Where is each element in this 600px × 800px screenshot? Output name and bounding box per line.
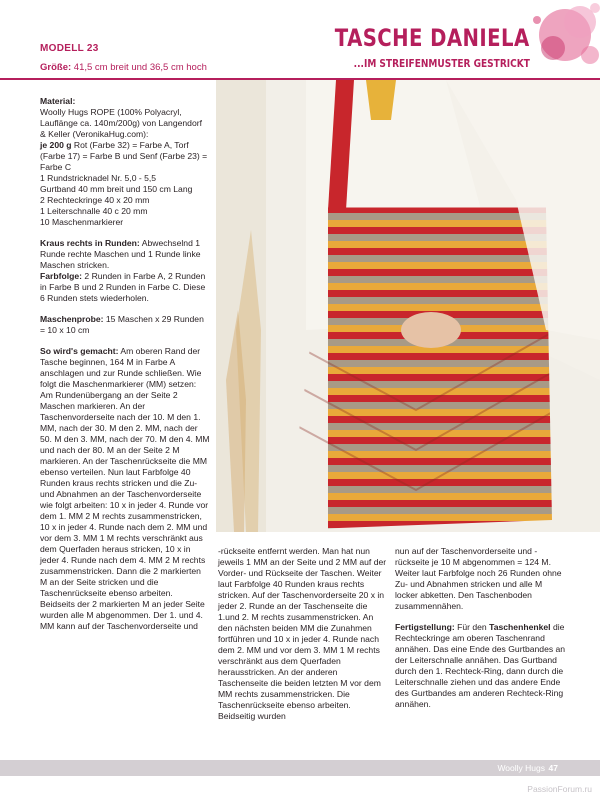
material-heading: Material:: [40, 96, 76, 106]
material-item: 1 Rundstricknadel Nr. 5,0 - 5,5: [40, 173, 157, 183]
bag-illustration: [216, 80, 600, 532]
material-section: [40, 96, 210, 228]
text-column-3: [395, 546, 567, 720]
anleitung-continued: [218, 546, 388, 722]
material-amount: je 200 g: [40, 140, 72, 150]
footer-brand: Woolly Hugs: [497, 763, 545, 773]
size-label: Größe:: [40, 62, 72, 73]
farbfolge-heading: Farbfolge:: [40, 271, 83, 281]
size-value: 41,5 cm breit und 36,5 cm hoch: [73, 62, 207, 73]
bag-photo: [216, 80, 600, 532]
maschenprobe-section: [40, 314, 210, 336]
size-line: [40, 62, 207, 73]
watermark: PassionForum.ru: [527, 784, 592, 794]
maschenprobe-text: 15 Maschen x 29 Runden = 10 x 10 cm: [40, 314, 204, 335]
anleitung-end: [395, 546, 567, 612]
page-subtitle: ...IM STREIFENMUSTER GESTRICKT: [353, 57, 530, 70]
text-column-2: [218, 546, 388, 732]
fertig-text-a: Für den: [457, 622, 487, 632]
model-number: MODELL 23: [40, 43, 99, 54]
text-column-1: [40, 96, 210, 642]
material-item: 1 Leiterschnalle 40 c 20 mm: [40, 206, 148, 216]
page-number: 47: [548, 763, 558, 773]
kraus-heading: Kraus rechts in Runden:: [40, 238, 140, 248]
anleitung-section: [40, 346, 210, 632]
material-item: 10 Maschenmarkierer: [40, 217, 124, 227]
material-text: Woolly Hugs ROPE (100% Polyacryl, Lauflänge ca. 140m/200g) von Langendorf & Keller (VeronikaHug.com):: [40, 107, 202, 139]
anleitung-text-2: -rückseite entfernt werden. Man hat nun jeweils 1 MM an der Seite und 2 MM auf der Vorder- und Rückseite der Taschen. Weiter laut Farbfolge 40 Runden kraus rechts stricken. Auf der Taschenvorderseite 20 x in jeder 2. Runde an der Taschenseite die 1.und 2. M rechts zusammenstricken. An den nächsten beiden MM die Zunahmen fortführen und 10 x in jeder 4. Runde nach dem 2. MM und vor dem 3. MM 1 M rechts verschränkt aus dem Querfaden herausstricken. An der anderen Taschenseite die beiden letzten M vor dem MM rechts zusammenstricken. Die Taschenrückseite ebenso arbeiten. Beidseitig wurden: [218, 546, 387, 721]
kraus-section: [40, 238, 210, 304]
henkel-bold: Taschenhenkel: [489, 622, 551, 632]
page-title: TASCHE DANIELA: [335, 24, 530, 52]
kraus-text: Abwechselnd 1 Runde rechte Maschen und 1 Runde linke Maschen stricken.: [40, 238, 201, 270]
anleitung-heading: So wird's gemacht:: [40, 346, 119, 356]
anleitung-text-1: Am oberen Rand der Tasche beginnen, 164 M in Farbe A anschlagen und zur Runde schließen. Wie folgt die Maschenmarkierer (MM) setzen: Am Rundenübergang an der Seite 2 Maschen markieren. An der Taschenvorderseite nach der 10. M den 1. MM, nach der 30. M den 2. MM, nach der 50. M den 3. MM, nach der 70. M den 4. MM und nach der 80. M an der Seite 2 M markieren. An der Taschenrückseite die MM ebenso verteilen. Nun laut Farbfolge 40 Runden kraus rechts stricken und die Zu- und Abnahmen an der Taschenvorderseite wie folgt arbeiten: 10 x in jeder 4. Runde vor dem 1. MM 2 M rechts zusammenstricken, 10 x in jeder 4. Runde nach dem 2. MM und vor dem 3. MM 1 M rechts verschränkt aus dem Querfaden heraus stricken, 10 x in jeder 4. Runde nach dem 4. MM 2 M rechts zusammenstricken. Dann die 2 markierten M an der Seite stricken und die Taschenrückseite ebenso arbeiten. Beidseits der 2 markierten M an jeder Seite wurden alle M abgenommen. Der 1. und 4. MM kann auf der Taschenvorderseite und: [40, 346, 210, 631]
farbfolge-text: 2 Runden in Farbe A, 2 Runden in Farbe B und 2 Runden in Farbe C. Diese 6 Runden stets wiederholen.: [40, 271, 206, 303]
fertig-section: [395, 622, 567, 710]
material-item: 2 Rechteckringe 40 x 20 mm: [40, 195, 150, 205]
maschenprobe-heading: Maschenprobe:: [40, 314, 104, 324]
fertig-text-b: die Rechteckringe am oberen Taschenrand annähen. Das eine Ende des Gurtbandes an der Leiterschnalle annähen. Das Gurtband durch den 1. Rechteck-Ring, dann durch die Leiterschnalle ziehen und das andere Ende des Gurtbandes am anderen Rechteck-Ring annähen.: [395, 622, 566, 709]
material-colors: Rot (Farbe 32) = Farbe A, Torf (Farbe 17) = Farbe B und Senf (Farbe 23) = Farbe C: [40, 140, 208, 172]
fertig-heading: Fertigstellung:: [395, 622, 455, 632]
anleitung-text-3: nun auf der Taschenvorderseite und -rückseite je 10 M abgenommen = 124 M. Weiter laut Farbfolge noch 26 Runden ohne Zu- und Abnahmen stricken und alle M locker abketten. Den Taschenboden zusammennähen.: [395, 546, 562, 611]
material-item: Gurtband 40 mm breit und 150 cm Lang: [40, 184, 193, 194]
